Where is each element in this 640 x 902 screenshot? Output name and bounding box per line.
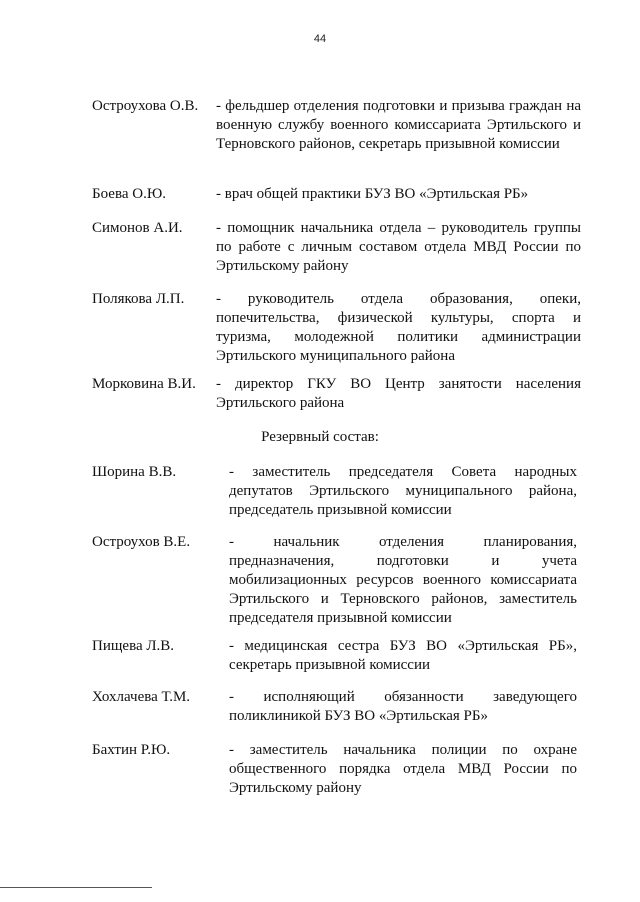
member-role: - медицинская сестра БУЗ ВО «Эртильская РБ», секретарь призывной комиссии xyxy=(229,638,577,673)
member-role: - исполняющий обязанности заведующего поликлиникой БУЗ ВО «Эртильская РБ» xyxy=(229,689,577,724)
footer-divider xyxy=(0,887,152,888)
reserve-heading: Резервный состав: xyxy=(261,429,379,445)
member-name: Морковина В.И. xyxy=(92,376,196,392)
member-name: Бахтин Р.Ю. xyxy=(92,742,171,758)
member-name: Хохлачева Т.М. xyxy=(92,689,191,705)
member-name: Остроухов В.Е. xyxy=(92,534,191,550)
member-role: - помощник начальника отдела – руководитель группы по работе с личным составом отдела МВД России по Эртильскому району xyxy=(216,220,581,274)
member-role: - фельдшер отделения подготовки и призыва граждан на военную службу военного комиссариата Эртильского и Терновского районов, секретарь призывной комиссии xyxy=(216,98,581,152)
member-name: Симонов А.И. xyxy=(92,220,183,236)
member-name: Остроухова О.В. xyxy=(92,98,199,114)
member-role: - начальник отделения планирования, предназначения, подготовки и учета мобилизационных ресурсов военного комиссариата Эртильского и Терновского районов, заместитель председателя призывной комиссии xyxy=(229,534,577,626)
member-role: - руководитель отдела образования, опеки, попечительства, физической культуры, спорта и туризма, молодежной политики администрации Эртильского муниципального района xyxy=(216,291,581,364)
page-number: 44 xyxy=(313,33,327,45)
member-name: Полякова Л.П. xyxy=(92,291,185,307)
member-name: Боева О.Ю. xyxy=(92,186,166,202)
member-role: - директор ГКУ ВО Центр занятости населения Эртильского района xyxy=(216,376,581,411)
member-role: - заместитель председателя Совета народных депутатов Эртильского муниципального района, председатель призывной комиссии xyxy=(229,464,577,518)
member-name: Пищева Л.В. xyxy=(92,638,175,654)
member-name: Шорина В.В. xyxy=(92,464,177,480)
member-role: - заместитель начальника полиции по охране общественного порядка отдела МВД России по Эртильскому району xyxy=(229,742,577,796)
member-role: - врач общей практики БУЗ ВО «Эртильская РБ» xyxy=(216,186,529,202)
